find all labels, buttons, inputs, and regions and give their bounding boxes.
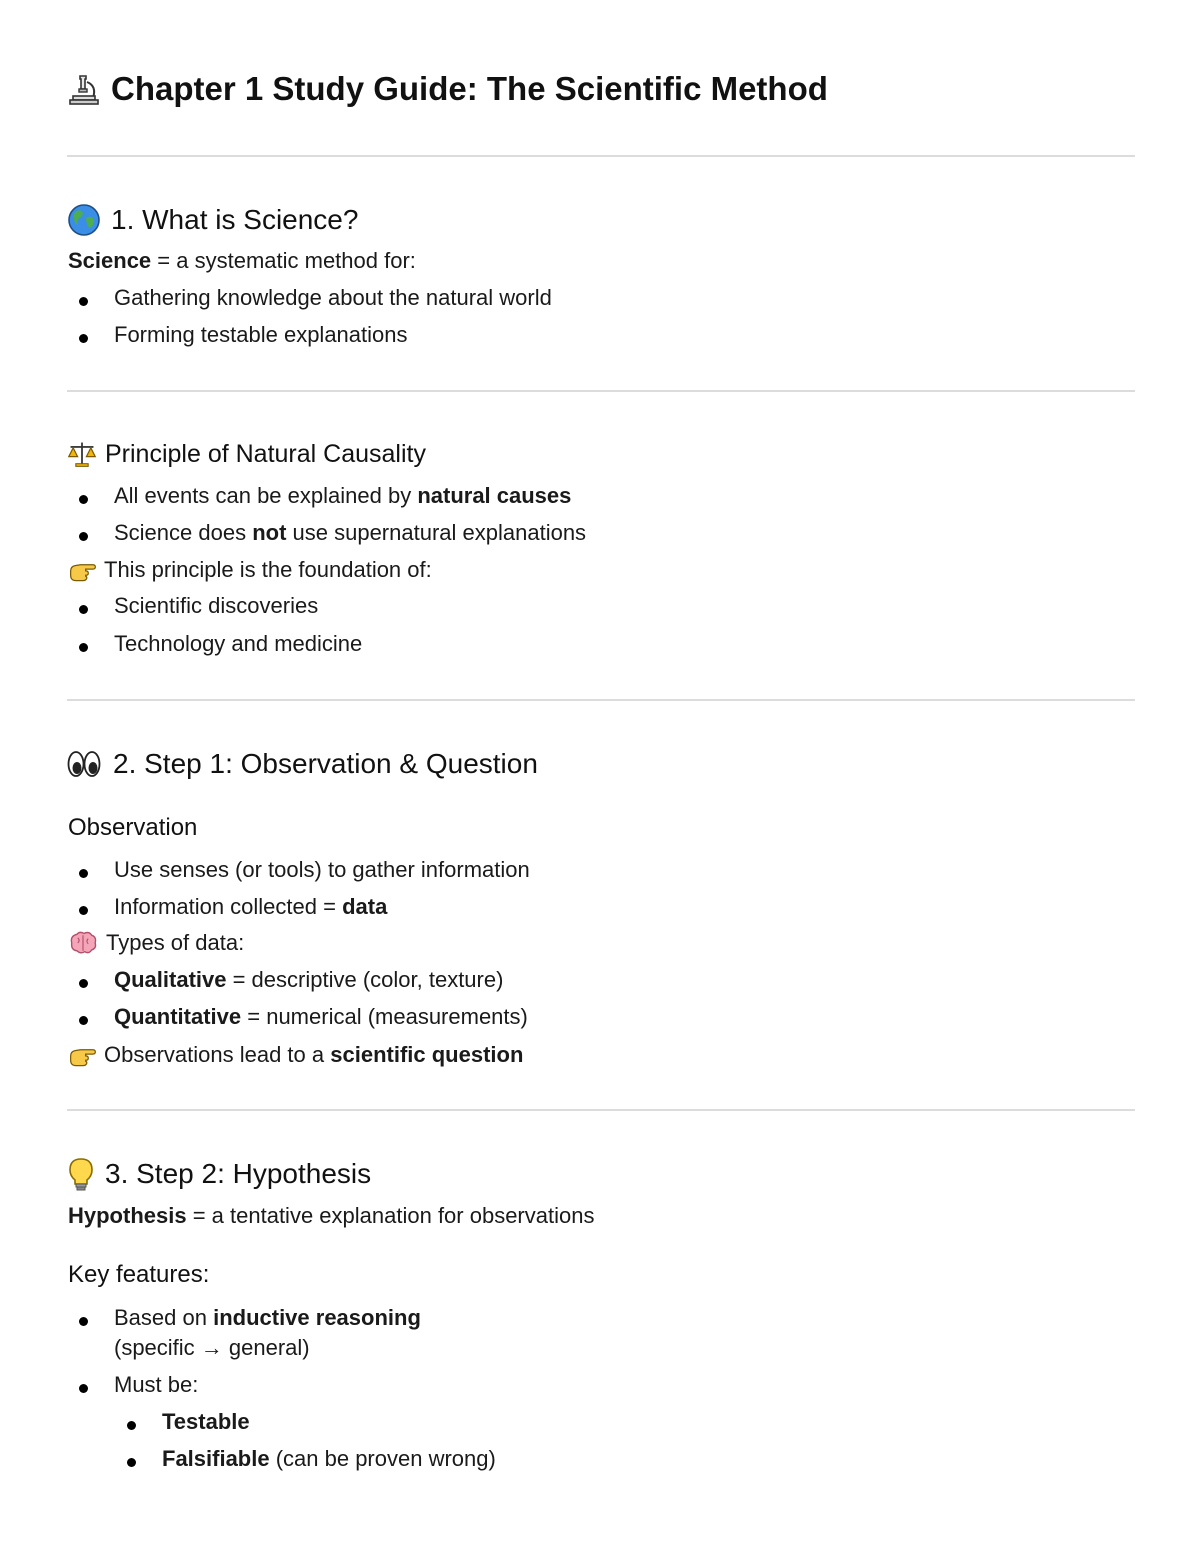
list-item-text: (can be proven wrong) (269, 1446, 496, 1471)
page-title-text: Chapter 1 Study Guide: The Scientific Method (111, 70, 828, 107)
note-emphasis: scientific question (330, 1042, 524, 1067)
microscope-icon (67, 72, 101, 106)
list-item (114, 1305, 421, 1331)
section-3-heading (67, 1157, 371, 1191)
light-bulb-icon (67, 1157, 95, 1191)
list-item (114, 483, 571, 509)
list-item (114, 1004, 528, 1030)
hypothesis-definition-rest: = a tentative explanation for observations (186, 1203, 595, 1228)
list-item: Use senses (or tools) to gather information (114, 857, 530, 882)
hypothesis-definition (68, 1203, 594, 1229)
section-2-title: 2. Step 1: Observation & Question (113, 748, 538, 779)
balance-scale-icon (67, 439, 97, 469)
list-item (114, 894, 387, 920)
list-item (114, 520, 586, 546)
sub-list-item (162, 1409, 250, 1435)
list-item: Scientific discoveries (114, 593, 319, 618)
list-item-continuation: (specific → general) (114, 1335, 310, 1360)
science-term: Science (68, 248, 152, 273)
list-item-text: = descriptive (color, texture) (226, 967, 504, 992)
eyes-icon (67, 747, 101, 781)
section-1-title: 1. What is Science? (111, 204, 359, 235)
science-definition-rest: = a systematic method for: (151, 248, 416, 273)
list-item (114, 967, 503, 993)
section-3-title: 3. Step 2: Hypothesis (105, 1158, 372, 1189)
list-item: Technology and medicine (114, 631, 363, 656)
science-definition (68, 248, 416, 274)
list-item-emphasis: data (342, 894, 388, 919)
scientific-question-note (68, 1040, 523, 1070)
sub-list-item (162, 1446, 496, 1472)
divider (67, 155, 1135, 157)
list-item-emphasis: not (252, 520, 287, 545)
list-item-text: All events can be explained by (114, 483, 418, 508)
observation-subheading: Observation (68, 814, 198, 841)
list-item-text: use supernatural explanations (286, 520, 587, 545)
data-types-note (68, 930, 244, 956)
principle-title: Principle of Natural Causality (105, 439, 426, 468)
list-item-emphasis: Qualitative (114, 967, 227, 992)
list-item-emphasis: natural causes (417, 483, 572, 508)
section-2-heading (67, 747, 538, 781)
page-title (67, 70, 828, 108)
foundation-note (68, 555, 432, 585)
list-item-emphasis: inductive reasoning (213, 1305, 421, 1330)
pointing-hand-icon (68, 555, 98, 585)
divider (67, 699, 1135, 701)
brain-icon (68, 930, 98, 956)
list-item-text: Science does (114, 520, 253, 545)
list-item-emphasis: Falsifiable (162, 1446, 270, 1471)
section-1-heading (67, 203, 358, 237)
globe-icon (67, 203, 101, 237)
principle-heading (67, 439, 426, 469)
key-features-subheading: Key features: (68, 1261, 210, 1288)
pointing-hand-icon (68, 1040, 98, 1070)
note-text: Observations lead to a (104, 1042, 331, 1067)
list-item: Gathering knowledge about the natural world (114, 285, 552, 310)
list-item: Forming testable explanations (114, 322, 408, 347)
hypothesis-term: Hypothesis (68, 1203, 187, 1228)
list-item-text: = numerical (measurements) (241, 1004, 528, 1029)
foundation-note-text: This principle is the foundation of: (104, 557, 432, 582)
list-item-text: Based on (114, 1305, 214, 1330)
divider (67, 1109, 1135, 1111)
list-item-emphasis: Quantitative (114, 1004, 242, 1029)
list-item: Must be: (114, 1372, 199, 1397)
list-item-emphasis: Testable (162, 1409, 250, 1434)
divider (67, 390, 1135, 392)
list-item-text: Information collected = (114, 894, 343, 919)
data-types-label: Types of data: (106, 930, 245, 955)
